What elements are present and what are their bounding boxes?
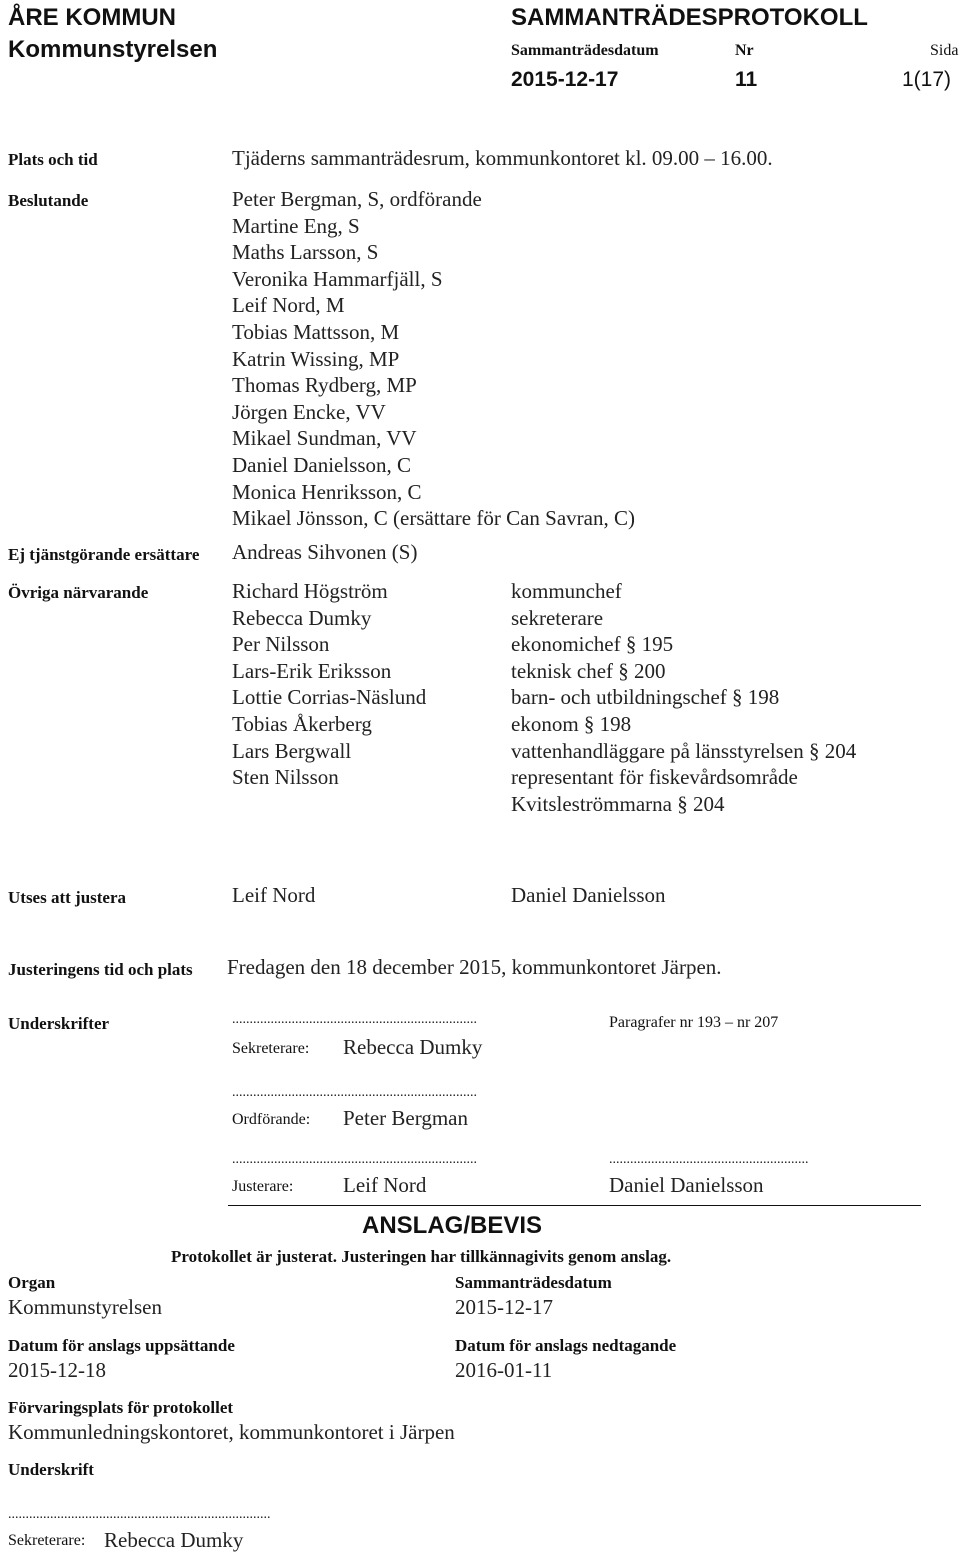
place-value: Tjäderns sammanträdesrum, kommunkontoret kl. 09.00 – 16.00.: [232, 146, 773, 170]
divider: [228, 1205, 921, 1206]
person-name: Per Nilsson: [232, 632, 330, 657]
remove-date-value: 2016-01-11: [455, 1358, 553, 1382]
notice-signature-line: ...........................................................................: [8, 1507, 271, 1522]
person-name: Lottie Corrias-Näslund: [232, 685, 427, 710]
notice-title: ANSLAG/BEVIS: [362, 1212, 543, 1239]
person-name: Lars-Erik Eriksson: [232, 658, 392, 683]
signature-line-adjuster-1: ......................................................................: [232, 1152, 477, 1167]
nr-label: Nr: [735, 42, 754, 59]
organ-label: Organ: [8, 1273, 56, 1292]
person-role: barn- och utbildningschef § 198: [511, 685, 780, 710]
person-role: ekonomichef § 195: [511, 632, 674, 657]
decision-makers-label: Beslutande: [8, 191, 89, 210]
member: Martine Eng, S: [232, 213, 360, 238]
member: Daniel Danielsson, C: [232, 452, 412, 477]
substitutes-label: Ej tjänstgörande ersättare: [8, 545, 200, 564]
member: Monica Henriksson, C: [232, 479, 422, 504]
decision-makers-list: [232, 186, 635, 532]
others-label: Övriga närvarande: [8, 583, 149, 602]
place-label: Plats och tid: [8, 150, 98, 169]
meeting-date-value: 2015-12-17: [455, 1295, 553, 1319]
document-type: SAMMANTRÄDESPROTOKOLL: [511, 4, 868, 31]
organ-value: Kommunstyrelsen: [8, 1295, 162, 1319]
member: Maths Larsson, S: [232, 240, 379, 265]
post-date-value: 2015-12-18: [8, 1358, 106, 1382]
committee-name: Kommunstyrelsen: [8, 36, 218, 63]
person-name: Lars Bergwall: [232, 738, 352, 763]
member: Peter Bergman, S, ordförande: [232, 187, 482, 211]
signature-label: Underskrift: [8, 1460, 94, 1479]
page-number: 1(17): [902, 68, 952, 91]
remove-date-label: Datum för anslags nedtagande: [455, 1336, 677, 1355]
member: Veronika Hammarfjäll, S: [232, 266, 443, 291]
municipality-name: ÅRE KOMMUN: [8, 4, 176, 31]
page-label: Sida: [930, 42, 959, 59]
adjuster-second: Daniel Danielsson: [511, 883, 666, 907]
signatures-label: Underskrifter: [8, 1014, 110, 1033]
adjuster-2-name: Daniel Danielsson: [609, 1173, 764, 1197]
member: Leif Nord, M: [232, 293, 345, 318]
meeting-number: 11: [735, 68, 758, 91]
notice-secretary-role: Sekreterare:: [8, 1532, 86, 1549]
storage-label: Förvaringsplats för protokollet: [8, 1398, 234, 1417]
member: Jörgen Encke, VV: [232, 399, 386, 424]
adjuster-role: Justerare:: [232, 1178, 294, 1195]
person-role: ekonom § 198: [511, 711, 632, 736]
chair-name: Peter Bergman: [343, 1106, 468, 1130]
substitutes-value: Andreas Sihvonen (S): [232, 540, 418, 564]
notice-secretary-name: Rebecca Dumky: [104, 1528, 244, 1552]
meeting-date: 2015-12-17: [511, 68, 619, 91]
member: Tobias Mattsson, M: [232, 319, 400, 344]
person-role: sekreterare: [511, 605, 604, 630]
post-date-label: Datum för anslags uppsättande: [8, 1336, 235, 1355]
signature-line-secretary: ......................................................................: [232, 1012, 477, 1027]
adjustment-time-label: Justeringens tid och plats: [8, 960, 193, 979]
secretary-name: Rebecca Dumky: [343, 1035, 483, 1059]
others-names: [232, 578, 426, 791]
adjuster-first: Leif Nord: [232, 883, 316, 907]
member: Mikael Jönsson, C (ersättare för Can Savran, C): [232, 506, 635, 531]
adjustment-time-value: Fredagen den 18 december 2015, kommunkontoret Järpen.: [227, 955, 722, 979]
others-roles: [511, 578, 856, 817]
member: Katrin Wissing, MP: [232, 346, 400, 371]
person-name: Richard Högström: [232, 579, 388, 603]
signature-line-adjuster-2: .........................................................: [609, 1152, 809, 1167]
secretary-role: Sekreterare:: [232, 1040, 310, 1057]
notice-subtitle: Protokollet är justerat. Justeringen har tillkännagivits genom anslag.: [171, 1247, 672, 1266]
chair-role: Ordförande:: [232, 1111, 311, 1128]
person-role: teknisk chef § 200: [511, 658, 666, 683]
signature-line-chair: ......................................................................: [232, 1085, 477, 1100]
storage-value: Kommunledningskontoret, kommunkontoret i Järpen: [8, 1420, 455, 1444]
meeting-date-label: Sammanträdesdatum: [455, 1273, 612, 1292]
paragraphs-range: Paragrafer nr 193 – nr 207: [609, 1014, 779, 1031]
person-role: kommunchef: [511, 579, 622, 603]
member: Thomas Rydberg, MP: [232, 373, 417, 398]
person-role: vattenhandläggare på länsstyrelsen § 204: [511, 738, 857, 763]
date-label: Sammanträdesdatum: [511, 42, 659, 59]
person-name: Tobias Åkerberg: [232, 711, 372, 736]
person-name: Sten Nilsson: [232, 765, 339, 790]
person-name: Rebecca Dumky: [232, 605, 372, 630]
person-role: representant för fiskevårdsområde: [511, 765, 798, 790]
adjusters-label: Utses att justera: [8, 888, 127, 907]
adjuster-1-name: Leif Nord: [343, 1173, 427, 1197]
person-role: Kvitsleströmmarna § 204: [511, 791, 725, 816]
member: Mikael Sundman, VV: [232, 426, 417, 451]
